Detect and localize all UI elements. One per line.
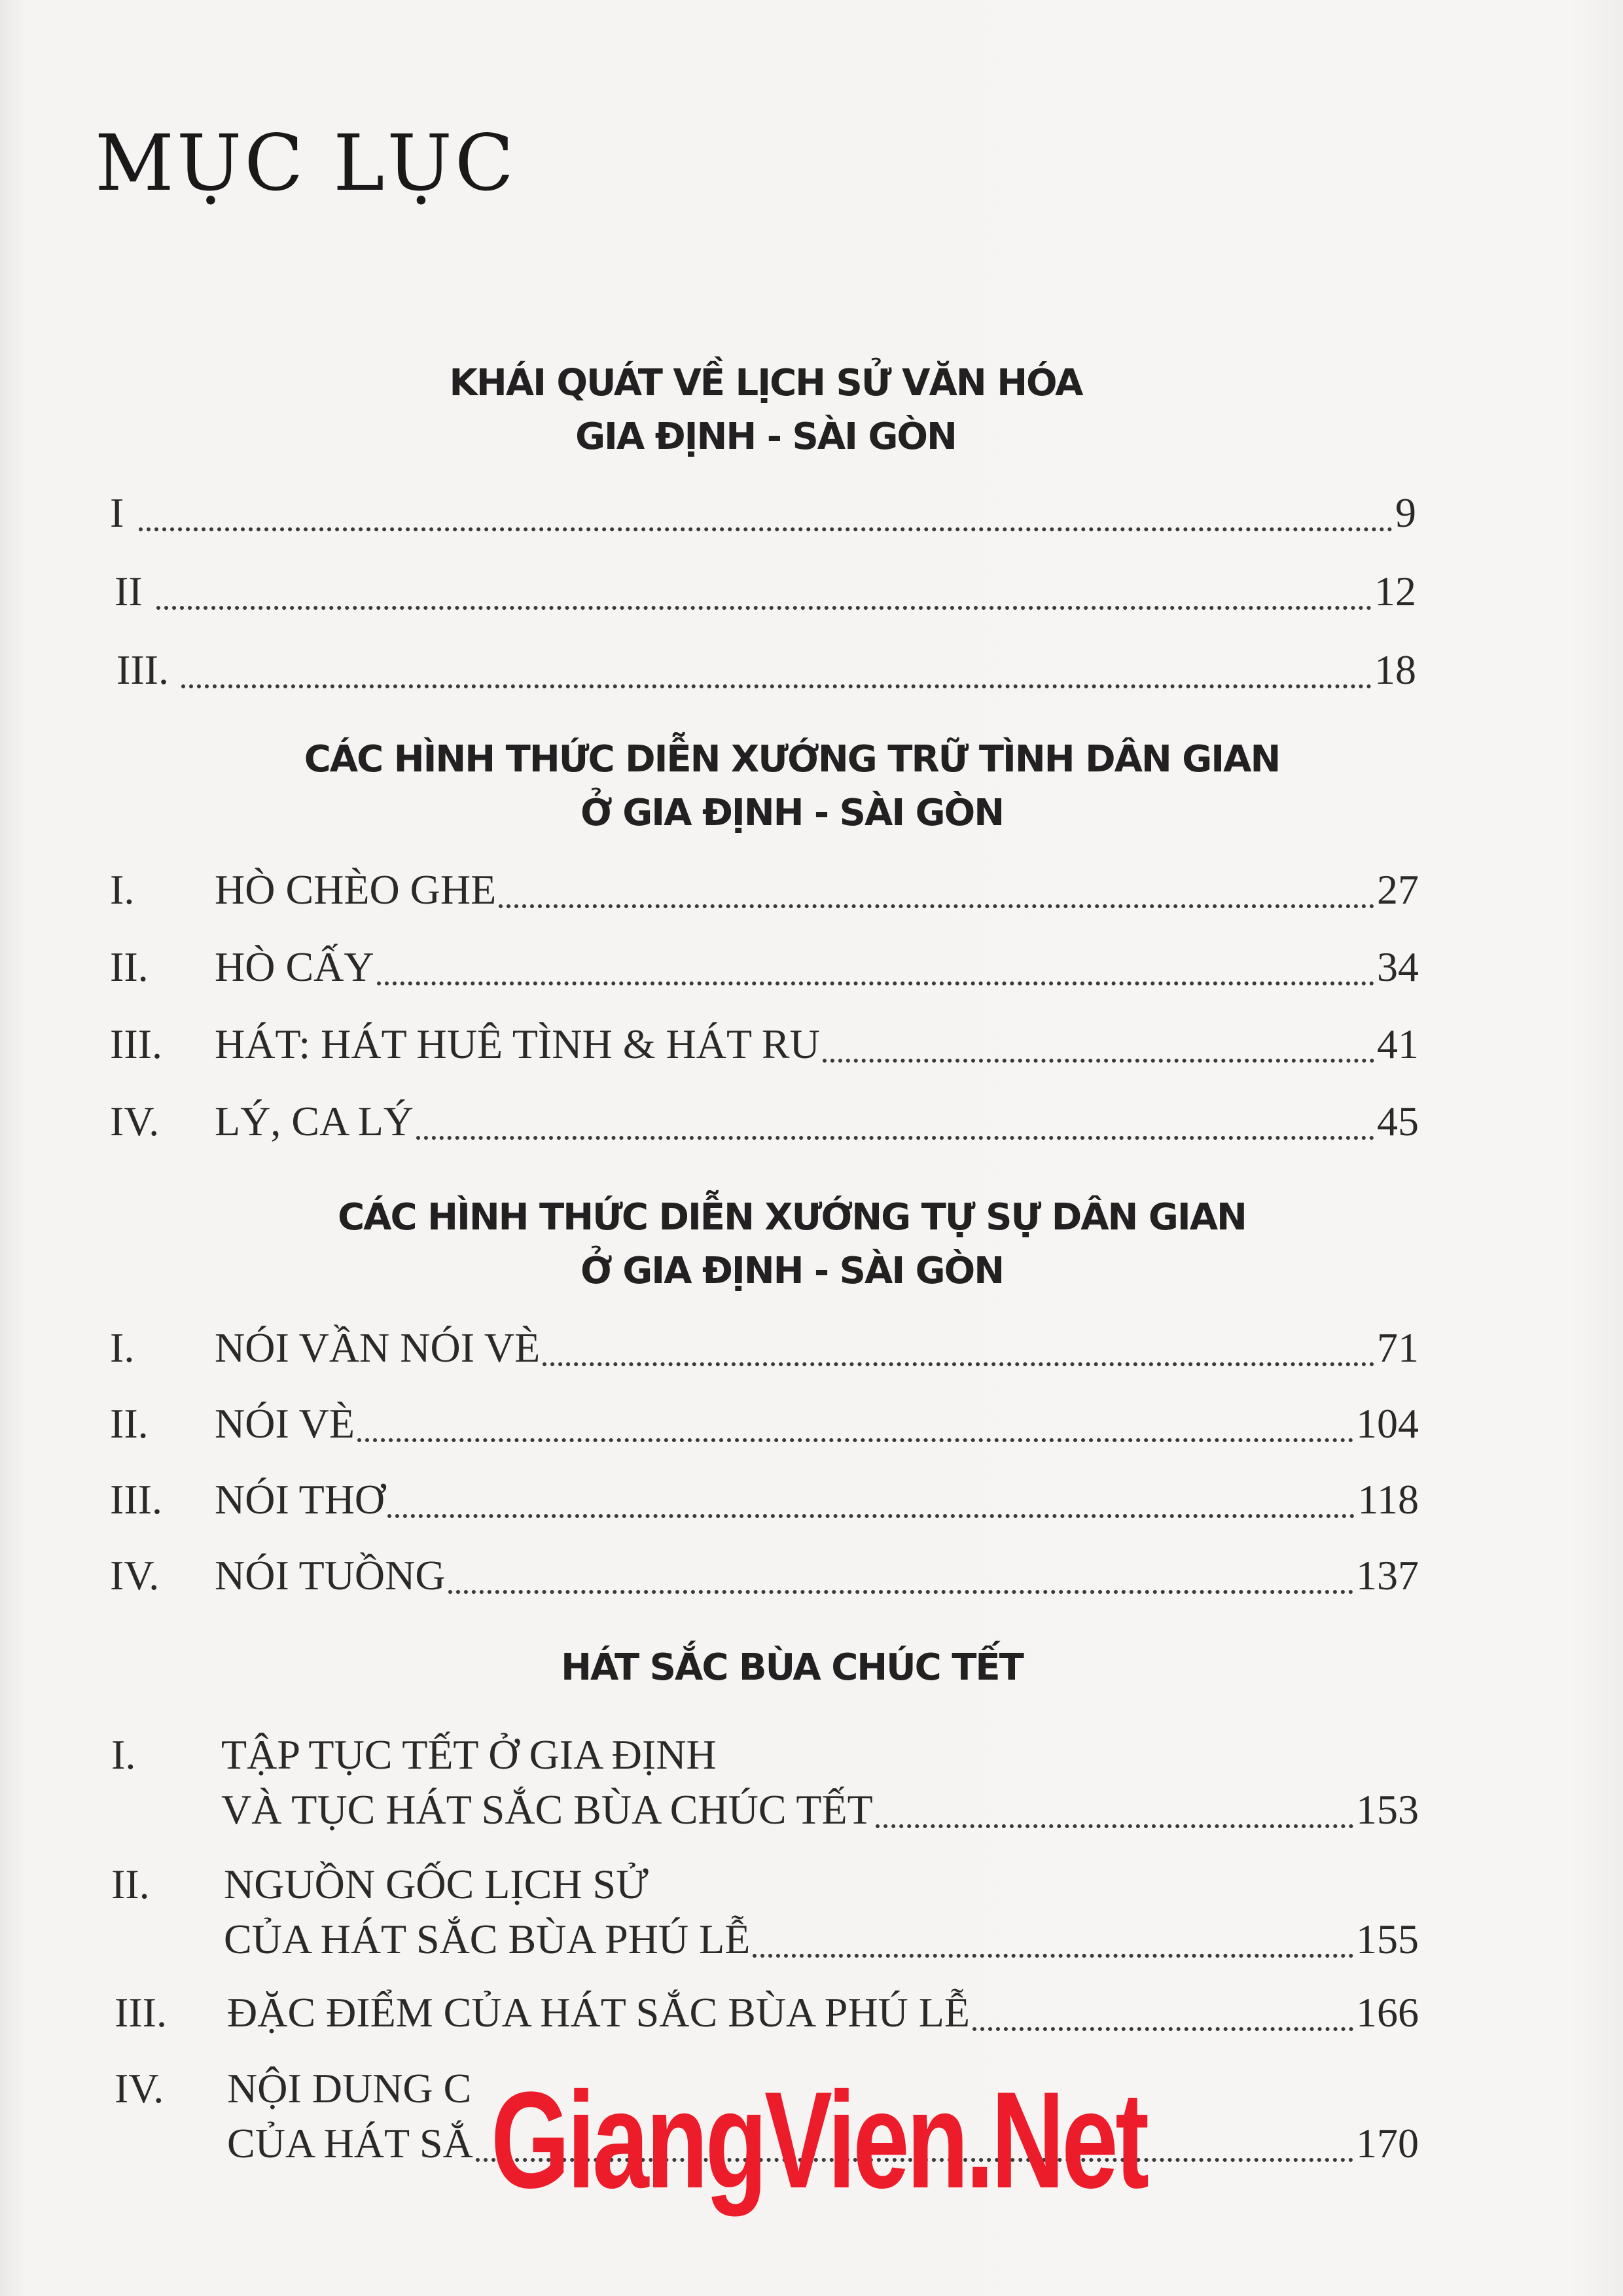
toc-entry[interactable] bbox=[110, 940, 1419, 995]
toc-entry[interactable] bbox=[110, 1396, 1419, 1451]
entry-title: NÓI THƠ bbox=[215, 1476, 385, 1523]
entry-title: HÒ CHÈO GHE bbox=[215, 866, 497, 913]
entry-page-number: 71 bbox=[1377, 1324, 1419, 1371]
entry-number: I. bbox=[111, 1731, 136, 1778]
section-heading-2 bbox=[26, 733, 1558, 840]
section-heading-line: GIA ĐỊNH - SÀI GÒN bbox=[575, 415, 956, 458]
toc-entry[interactable] bbox=[111, 1857, 1419, 1967]
entry-title: VÀ TỤC HÁT SẮC BÙA CHÚC TẾT bbox=[221, 1786, 873, 1833]
toc-entry[interactable] bbox=[110, 1094, 1419, 1149]
entry-page-number: 12 bbox=[1374, 568, 1416, 614]
dot-leader bbox=[823, 1059, 1374, 1063]
entry-number: II bbox=[115, 568, 143, 614]
toc-entry[interactable] bbox=[110, 1472, 1419, 1527]
entry-title: TẬP TỤC TẾT Ở GIA ĐỊNH bbox=[221, 1731, 717, 1778]
entry-page-number: 18 bbox=[1374, 646, 1416, 693]
dot-leader bbox=[543, 1362, 1374, 1366]
section-heading-1 bbox=[0, 357, 1531, 464]
entry-title: HÁT: HÁT HUÊ TÌNH & HÁT RU bbox=[215, 1021, 820, 1067]
page-title: MỤC LỤC bbox=[95, 118, 517, 208]
toc-entry[interactable] bbox=[110, 1320, 1419, 1375]
entry-number: III. bbox=[110, 1476, 162, 1523]
entry-page-number: 9 bbox=[1395, 489, 1416, 536]
entry-number: I. bbox=[110, 866, 135, 913]
dot-leader bbox=[448, 1590, 1353, 1594]
section-heading-line: Ở GIA ĐỊNH - SÀI GÒN bbox=[580, 792, 1004, 834]
toc-entry[interactable] bbox=[111, 1727, 1419, 1837]
dot-leader bbox=[181, 684, 1372, 688]
entry-page-number: 170 bbox=[1356, 2120, 1419, 2166]
dot-leader bbox=[357, 1438, 1353, 1442]
toc-entry[interactable] bbox=[115, 1985, 1419, 2040]
section-heading-line: CÁC HÌNH THỨC DIỄN XƯỚNG TỰ SỰ DÂN GIAN bbox=[338, 1196, 1246, 1239]
dot-leader bbox=[972, 2027, 1353, 2031]
entry-number: II. bbox=[110, 944, 149, 990]
entry-page-number: 45 bbox=[1377, 1098, 1419, 1144]
section-heading-line: HÁT SẮC BÙA CHÚC TẾT bbox=[561, 1646, 1023, 1689]
entry-title: CỦA HÁT SẮC BÙA PHÚ LỄ bbox=[224, 1916, 751, 1962]
entry-title: NỘI DUNG C bbox=[227, 2065, 472, 2111]
entry-title: NGUỒN GỐC LỊCH SỬ bbox=[224, 1861, 649, 1907]
toc-entry[interactable] bbox=[110, 1548, 1419, 1603]
entry-page-number: 166 bbox=[1356, 1989, 1419, 2036]
dot-leader bbox=[156, 606, 1372, 610]
watermark-logo: GiangVien.Net bbox=[491, 2063, 1147, 2217]
toc-entry[interactable] bbox=[110, 486, 1416, 540]
entry-title: CỦA HÁT SẮ bbox=[227, 2120, 473, 2166]
entry-page-number: 118 bbox=[1357, 1476, 1419, 1523]
entry-number: I bbox=[110, 489, 124, 536]
entry-number: III. bbox=[110, 1021, 162, 1067]
entry-page-number: 153 bbox=[1356, 1786, 1419, 1833]
toc-entry[interactable] bbox=[110, 1017, 1419, 1072]
entry-page-number: 27 bbox=[1377, 866, 1419, 913]
entry-number: IV. bbox=[110, 1098, 160, 1144]
entry-title: NÓI VẦN NÓI VÈ bbox=[215, 1324, 541, 1371]
dot-leader bbox=[416, 1136, 1374, 1140]
toc-entry[interactable] bbox=[110, 862, 1419, 917]
entry-page-number: 41 bbox=[1377, 1021, 1419, 1067]
dot-leader bbox=[499, 904, 1374, 908]
entry-number: III. bbox=[115, 1989, 167, 2036]
dot-leader bbox=[753, 1954, 1353, 1958]
entry-title: ĐẶC ĐIỂM CỦA HÁT SẮC BÙA PHÚ LỄ bbox=[227, 1989, 970, 2036]
section-heading-line: Ở GIA ĐỊNH - SÀI GÒN bbox=[580, 1250, 1004, 1292]
dot-leader bbox=[387, 1514, 1355, 1518]
toc-entry[interactable] bbox=[116, 643, 1416, 698]
entry-page-number: 155 bbox=[1356, 1916, 1419, 1962]
entry-title: NÓI VÈ bbox=[215, 1400, 355, 1447]
entry-page-number: 34 bbox=[1377, 944, 1419, 990]
entry-page-number: 104 bbox=[1356, 1400, 1419, 1447]
dot-leader bbox=[876, 1824, 1353, 1828]
entry-number: IV. bbox=[110, 1552, 160, 1598]
entry-title: LÝ, CA LÝ bbox=[215, 1098, 414, 1144]
entry-number: III. bbox=[116, 646, 169, 693]
entry-number: II. bbox=[111, 1861, 150, 1907]
entry-number: IV. bbox=[115, 2065, 164, 2111]
section-heading-4 bbox=[26, 1641, 1558, 1695]
section-heading-3 bbox=[26, 1191, 1558, 1298]
toc-entry[interactable] bbox=[115, 564, 1416, 619]
entry-title: NÓI TUỒNG bbox=[215, 1552, 446, 1598]
dot-leader bbox=[377, 981, 1374, 985]
entry-page-number: 137 bbox=[1356, 1552, 1419, 1598]
entry-number: II. bbox=[110, 1400, 149, 1447]
entry-number: I. bbox=[110, 1324, 135, 1371]
dot-leader bbox=[139, 527, 1393, 531]
section-heading-line: CÁC HÌNH THỨC DIỄN XƯỚNG TRỮ TÌNH DÂN GIAN bbox=[304, 738, 1280, 781]
entry-title: HÒ CẤY bbox=[215, 944, 374, 990]
section-heading-line: KHÁI QUÁT VỀ LỊCH SỬ VĂN HÓA bbox=[449, 362, 1082, 404]
